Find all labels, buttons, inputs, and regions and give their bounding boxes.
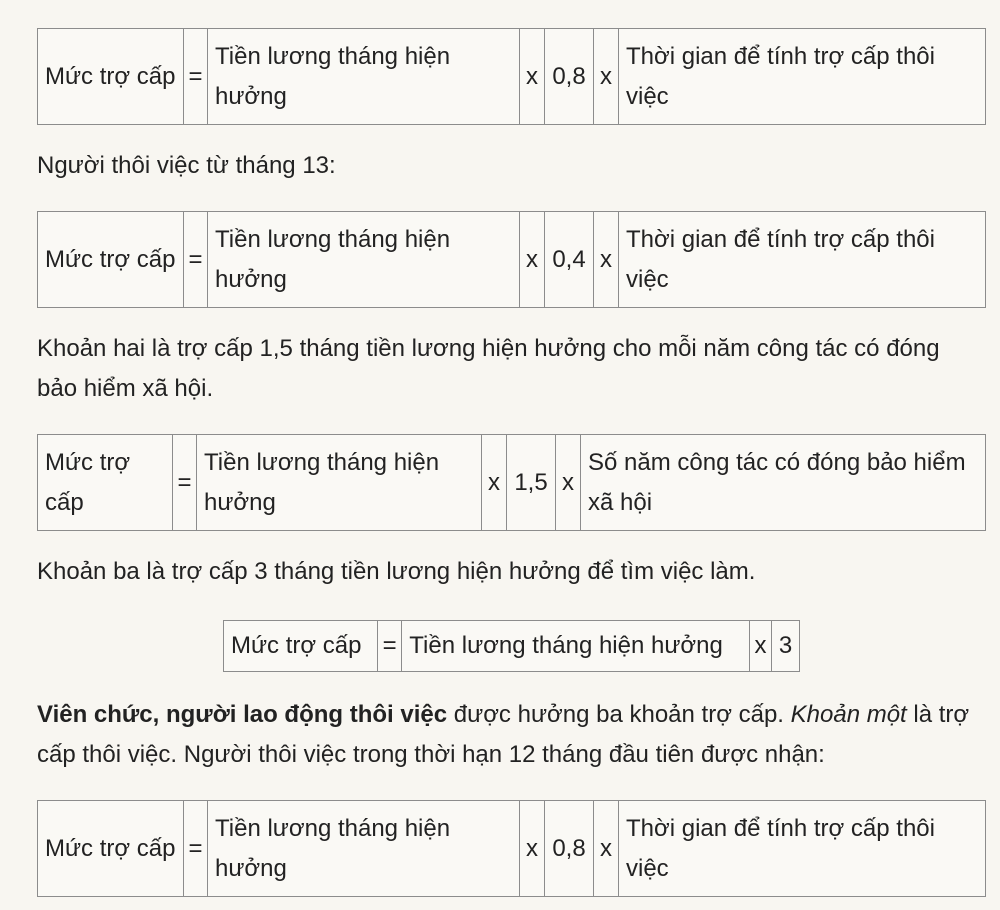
formula-table-severance-from-month-13 — [37, 211, 986, 308]
text-segment: là trợ cấp thôi việc. Người thôi việc trong thời hạn 12 tháng đầu tiên được nhận: — [37, 701, 970, 768]
multiply-sign: x — [556, 435, 581, 531]
paragraph-second-allowance: Khoản hai là trợ cấp 1,5 tháng tiền lương hiện hưởng cho mỗi năm công tác có đóng bảo hiểm xã hội. — [37, 335, 940, 402]
formula-label: Mức trợ cấp — [38, 801, 184, 897]
formula-table-second-allowance — [37, 434, 986, 531]
formula-table-severance-first-12-months — [37, 28, 986, 125]
factor-value: 1,5 — [507, 435, 556, 531]
equals-sign: = — [173, 435, 197, 531]
multiply-sign: x — [520, 29, 545, 125]
formula-label: Mức trợ cấp — [224, 621, 378, 672]
multiply-sign: x — [482, 435, 507, 531]
time-term: Thời gian để tính trợ cấp thôi việc — [619, 29, 986, 125]
salary-term: Tiền lương tháng hiện hưởng — [208, 801, 520, 897]
multiply-sign: x — [520, 801, 545, 897]
multiply-sign: x — [594, 212, 619, 308]
formula-label: Mức trợ cấp — [38, 212, 184, 308]
formula-label: Mức trợ cấp — [38, 29, 184, 125]
multiply-sign: x — [594, 29, 619, 125]
bold-phrase: Viên chức, người lao động thôi việc — [37, 701, 448, 728]
factor-value: 3 — [772, 621, 800, 672]
formula-label: Mức trợ cấp — [38, 435, 173, 531]
factor-value: 0,4 — [545, 212, 594, 308]
formula-table-third-allowance — [223, 620, 800, 672]
equals-sign: = — [184, 212, 208, 308]
equals-sign: = — [184, 29, 208, 125]
salary-term: Tiền lương tháng hiện hưởng — [208, 212, 520, 308]
factor-value: 0,8 — [545, 801, 594, 897]
time-term: Thời gian để tính trợ cấp thôi việc — [619, 801, 986, 897]
paragraph-employee-allowances — [37, 695, 987, 775]
equals-sign: = — [184, 801, 208, 897]
salary-term: Tiền lương tháng hiện hưởng — [402, 621, 750, 672]
italic-phrase: Khoản một — [790, 701, 907, 728]
multiply-sign: x — [594, 801, 619, 897]
text-segment: được hưởng ba khoản trợ cấp. — [447, 701, 791, 728]
multiply-sign: x — [520, 212, 545, 308]
salary-term: Tiền lương tháng hiện hưởng — [197, 435, 482, 531]
time-term: Thời gian để tính trợ cấp thôi việc — [619, 212, 986, 308]
multiply-sign: x — [749, 621, 771, 672]
salary-term: Tiền lương tháng hiện hưởng — [208, 29, 520, 125]
insurance-years-term: Số năm công tác có đóng bảo hiểm xã hội — [581, 435, 986, 531]
factor-value: 0,8 — [545, 29, 594, 125]
paragraph-third-allowance: Khoản ba là trợ cấp 3 tháng tiền lương hiện hưởng để tìm việc làm. — [37, 558, 756, 585]
equals-sign: = — [377, 621, 401, 672]
paragraph-from-month-13: Người thôi việc từ tháng 13: — [37, 152, 336, 179]
formula-table-severance-repeat — [37, 800, 986, 897]
